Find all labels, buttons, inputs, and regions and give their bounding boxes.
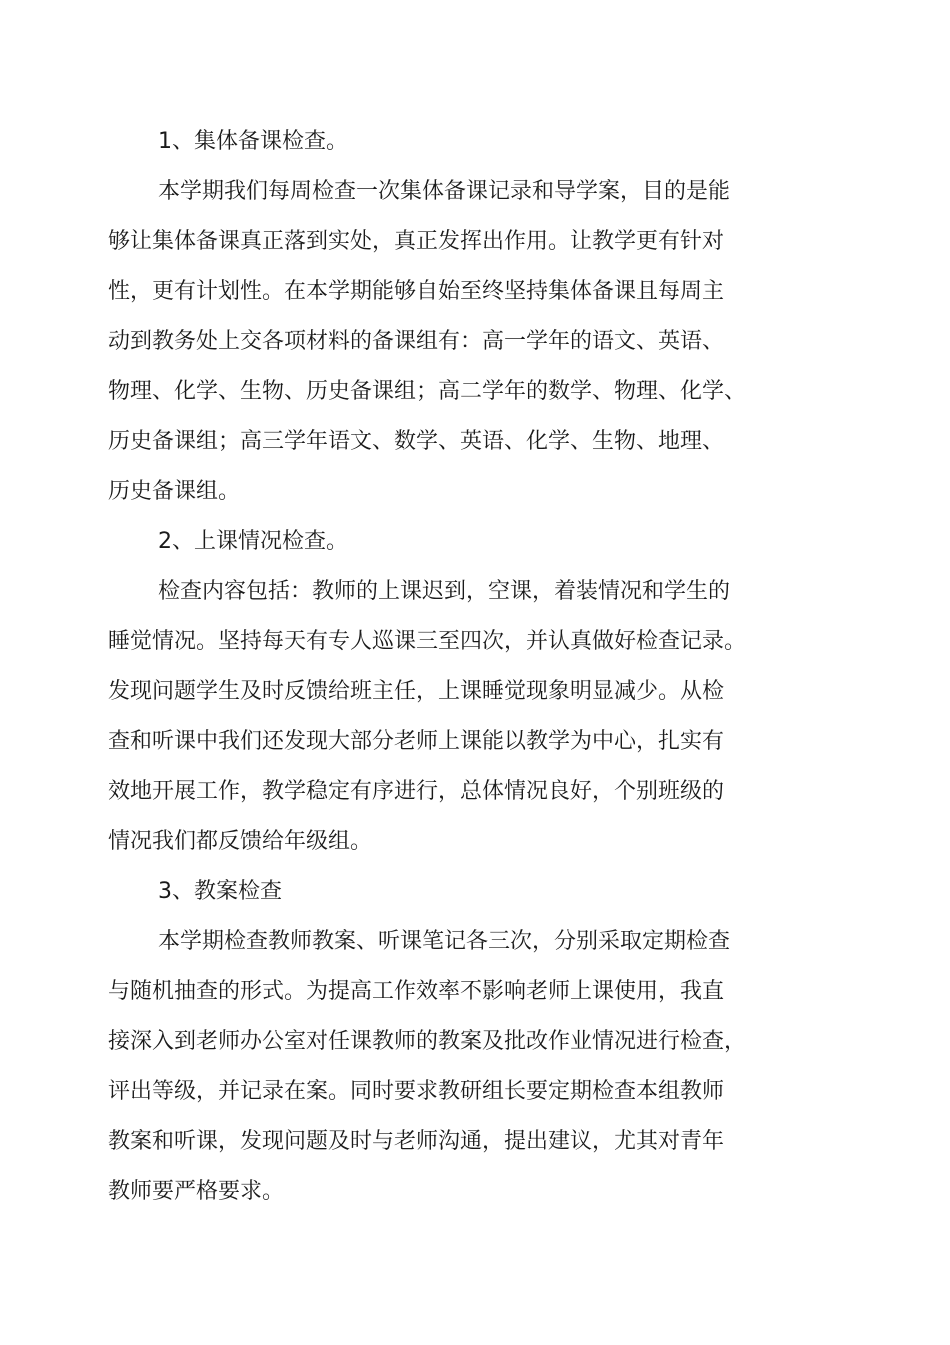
paragraph-line: 检查内容包括：教师的上课迟到，空课，着装情况和学生的 xyxy=(158,579,731,604)
section-heading-1: 1、集体备课检查。 xyxy=(158,129,348,154)
paragraph-line: 查和听课中我们还发现大部分老师上课能以教学为中心，扎实有 xyxy=(108,729,725,754)
section-heading-2: 2、上课情况检查。 xyxy=(158,529,348,554)
section-heading-3: 3、教案检查 xyxy=(158,879,282,904)
paragraph-line: 接深入到老师办公室对任课教师的教案及批改作业情况进行检查， xyxy=(108,1029,747,1054)
paragraph-line: 评出等级，并记录在案。同时要求教研组长要定期检查本组教师 xyxy=(108,1079,725,1104)
paragraph-line: 情况我们都反馈给年级组。 xyxy=(108,829,373,854)
paragraph-line: 本学期检查教师教案、听课笔记各三次，分别采取定期检查 xyxy=(158,929,731,954)
paragraph-line: 性，更有计划性。在本学期能够自始至终坚持集体备课且每周主 xyxy=(108,279,725,304)
paragraph-line: 历史备课组；高三学年语文、数学、英语、化学、生物、地理、 xyxy=(108,429,725,454)
paragraph-line: 教师要严格要求。 xyxy=(108,1179,285,1204)
paragraph-line: 效地开展工作，教学稳定有序进行，总体情况良好，个别班级的 xyxy=(108,779,725,804)
paragraph-line: 动到教务处上交各项材料的备课组有：高一学年的语文、英语、 xyxy=(108,329,725,354)
paragraph-line: 发现问题学生及时反馈给班主任，上课睡觉现象明显减少。从检 xyxy=(108,679,725,704)
paragraph-line: 教案和听课，发现问题及时与老师沟通，提出建议，尤其对青年 xyxy=(108,1129,725,1154)
paragraph-line: 历史备课组。 xyxy=(108,479,241,504)
paragraph-line: 睡觉情况。坚持每天有专人巡课三至四次，并认真做好检查记录。 xyxy=(108,629,747,654)
paragraph-line: 物理、化学、生物、历史备课组；高二学年的数学、物理、化学、 xyxy=(108,379,747,404)
paragraph-line: 本学期我们每周检查一次集体备课记录和导学案，目的是能 xyxy=(158,179,731,204)
paragraph-line: 够让集体备课真正落到实处，真正发挥出作用。让教学更有针对 xyxy=(108,229,725,254)
paragraph-line: 与随机抽查的形式。为提高工作效率不影响老师上课使用，我直 xyxy=(108,979,725,1004)
